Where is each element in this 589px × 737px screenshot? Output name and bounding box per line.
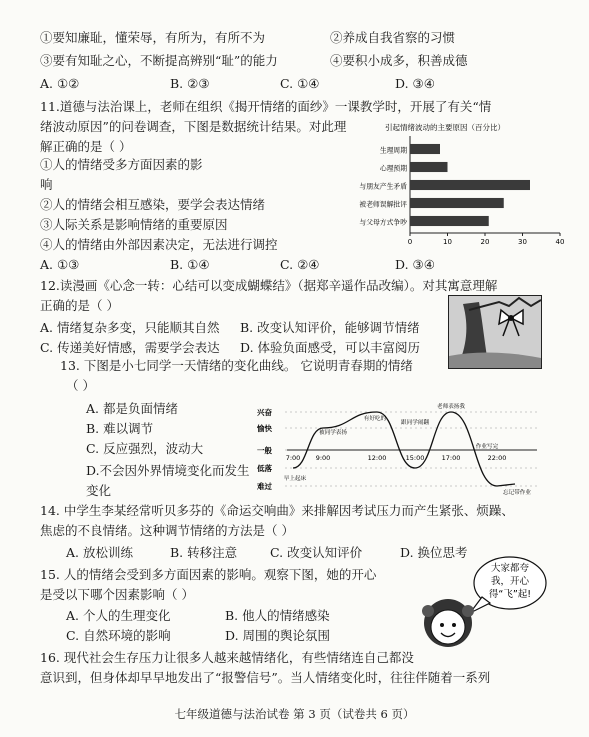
q13-annotation: 被同学表扬 — [319, 430, 347, 436]
q13-time-label: 22:00 — [487, 454, 507, 462]
q11-statement-1-cont: 响 — [40, 177, 53, 192]
q13-time-label: 12:00 — [367, 454, 387, 462]
q15-line-1: 15. 人的情绪会受到多方面因素的影响。观察下图，她的开心 — [40, 567, 377, 582]
q13-time-label: 17:00 — [441, 454, 461, 462]
tree-bow-illustration — [449, 296, 541, 368]
q11-chart-title: 引起情绪波动的主要原因（百分比） — [385, 123, 505, 132]
q13-annotation: 跟同学闹翻 — [401, 420, 429, 426]
q14-option-c[interactable]: C. 改变认知评价 — [270, 545, 363, 560]
q14-option-a[interactable]: A. 放松训练 — [66, 545, 133, 560]
q13-annotation: 老师表扬我 — [437, 404, 465, 410]
q13-option-d[interactable]: D.不会因外界情境变化而发生 — [86, 463, 250, 478]
q10-option-c[interactable]: C. ①④ — [280, 76, 320, 91]
q11-statement-1: ①人的情绪受多方面因素的影 — [40, 157, 203, 172]
q15-girl-cartoon — [418, 553, 548, 653]
q11-category-label: 生理周期 — [379, 146, 407, 155]
q15-option-a[interactable]: A. 个人的生理变化 — [66, 608, 171, 623]
q13-emotion-curve-chart — [255, 400, 545, 495]
q14-option-b[interactable]: B. 转移注意 — [170, 545, 238, 560]
q10-statement-1: ①要知廉耻，懂荣辱，有所为，有所不为 — [40, 30, 266, 45]
q13-line-2: （ ） — [66, 378, 95, 393]
q13-level-label: 愉快 — [257, 424, 272, 433]
q11-line-1: 11.道德与法治课上，老师在组织《揭开情绪的面纱》一课教学时，开展了有关“情 — [40, 99, 492, 114]
q11-tick-label: 40 — [555, 238, 565, 246]
page-footer: 七年级道德与法治试卷 第 3 页（试卷共 6 页） — [174, 707, 415, 721]
q13-option-a[interactable]: A. 都是负面情绪 — [86, 401, 178, 416]
q11-statement-4: ④人的情绪由外部因素决定，无法进行调控 — [40, 237, 278, 252]
q13-level-label: 难过 — [257, 482, 272, 491]
q11-tick-label: 10 — [443, 238, 452, 246]
q12-option-c[interactable]: C. 传递美好情感，需要学会表达 — [40, 340, 220, 355]
bubble-line-3: 得“飞”起! — [488, 589, 532, 600]
bubble-line-1: 大家都夸 — [490, 563, 530, 574]
q10-option-d[interactable]: D. ③④ — [395, 76, 435, 91]
q12-option-d[interactable]: D. 体验负面感受，可以丰富阅历 — [240, 340, 421, 355]
q11-option-a[interactable]: A. ①③ — [40, 257, 80, 272]
q10-statement-4: ④要积小成多，积善成德 — [330, 53, 468, 68]
bubble-line-2: 我，开心 — [490, 576, 530, 587]
q13-option-d-cont: 变化 — [86, 483, 112, 498]
q13-level-label: 兴奋 — [257, 408, 272, 417]
q11-bar — [410, 180, 530, 190]
q13-annotation: 忘记带作业 — [503, 490, 531, 495]
q12-line-1: 12.读漫画《心念一转：心结可以变成蝴蝶结》（据郑辛遥作品改编）。对其寓意理解 — [40, 278, 498, 293]
q16-line-1: 16. 现代社会生存压力让很多人越来越情绪化，有些情绪连自己都没 — [40, 650, 414, 665]
q11-option-b[interactable]: B. ①④ — [170, 257, 210, 272]
q15-line-2: 是受以下哪个因素影响（ ） — [40, 587, 194, 602]
q13-level-label: 一般 — [257, 446, 272, 455]
q15-option-d[interactable]: D. 周围的舆论氛围 — [225, 628, 331, 643]
q12-option-b[interactable]: B. 改变认知评价，能够调节情绪 — [240, 320, 420, 335]
q11-line-3: 解正确的是（ ） — [40, 139, 132, 154]
q13-annotation: 作业写完 — [475, 444, 499, 450]
q13-time-label: 7:00 — [285, 454, 301, 462]
q11-category-label: 与朋友产生矛盾 — [359, 182, 407, 191]
q14-line-1: 14. 中学生李某经常听贝多芬的《命运交响曲》来排解因考试压力而产生紧张、烦躁、 — [40, 503, 514, 518]
q14-line-2: 焦虑的不良情绪。这种调节情绪的方法是（ ） — [40, 523, 294, 538]
q13-time-label: 15:00 — [405, 454, 425, 462]
q11-tick-label: 0 — [407, 238, 413, 246]
q16-line-2: 意识到，但身体却早早地发出了“报警信号”。当人情绪变化时，往往伴随着一系列 — [40, 670, 491, 685]
q13-line-1: 13. 下图是小七同学一天情绪的变化曲线。 它说明青春期的情绪 — [60, 358, 413, 373]
q13-option-b[interactable]: B. 难以调节 — [86, 421, 154, 436]
q11-category-label: 被老师误解批评 — [359, 200, 407, 209]
q10-statement-2: ②养成自我省察的习惯 — [330, 30, 456, 45]
q14-option-d[interactable]: D. 换位思考 — [400, 545, 468, 560]
q11-bar-chart — [325, 118, 565, 248]
q13-annotation: 有好吃的 — [363, 416, 387, 422]
q10-statement-3: ③要有知耻之心，不断提高辨别“耻”的能力 — [40, 53, 278, 68]
q15-option-b[interactable]: B. 他人的情绪感染 — [225, 608, 330, 623]
q11-option-d[interactable]: D. ③④ — [395, 257, 435, 272]
q13-time-label: 9:00 — [315, 454, 331, 462]
q15-option-c[interactable]: C. 自然环境的影响 — [66, 628, 171, 643]
q11-category-label: 心理预期 — [379, 164, 407, 173]
q11-bar — [410, 216, 489, 226]
q13-option-c[interactable]: C. 反应强烈，波动大 — [86, 441, 204, 456]
q11-line-2: 绪波动原因”的问卷调查，下图是数据统计结果。对此理 — [40, 119, 347, 134]
q13-annotation: 早上起床 — [283, 476, 307, 482]
q11-bar — [410, 162, 448, 172]
q13-level-label: 低落 — [257, 464, 272, 473]
q10-option-a[interactable]: A. ①② — [40, 76, 80, 91]
q11-option-c[interactable]: C. ②④ — [280, 257, 320, 272]
q11-tick-label: 20 — [480, 238, 490, 246]
q11-category-label: 与父母方式争吵 — [359, 218, 407, 227]
q12-line-2: 正确的是（ ） — [40, 298, 119, 313]
q10-option-b[interactable]: B. ②③ — [170, 76, 210, 91]
q12-cartoon — [448, 295, 542, 369]
girl-face-icon — [422, 599, 474, 647]
q11-bar — [410, 144, 440, 154]
q11-bar — [410, 198, 504, 208]
q11-statement-3: ③人际关系是影响情绪的重要原因 — [40, 217, 228, 232]
q11-tick-label: 30 — [518, 238, 527, 246]
q11-statement-2: ②人的情绪会相互感染，要学会表达情绪 — [40, 197, 266, 212]
q12-option-a[interactable]: A. 情绪复杂多变，只能顺其自然 — [40, 320, 220, 335]
